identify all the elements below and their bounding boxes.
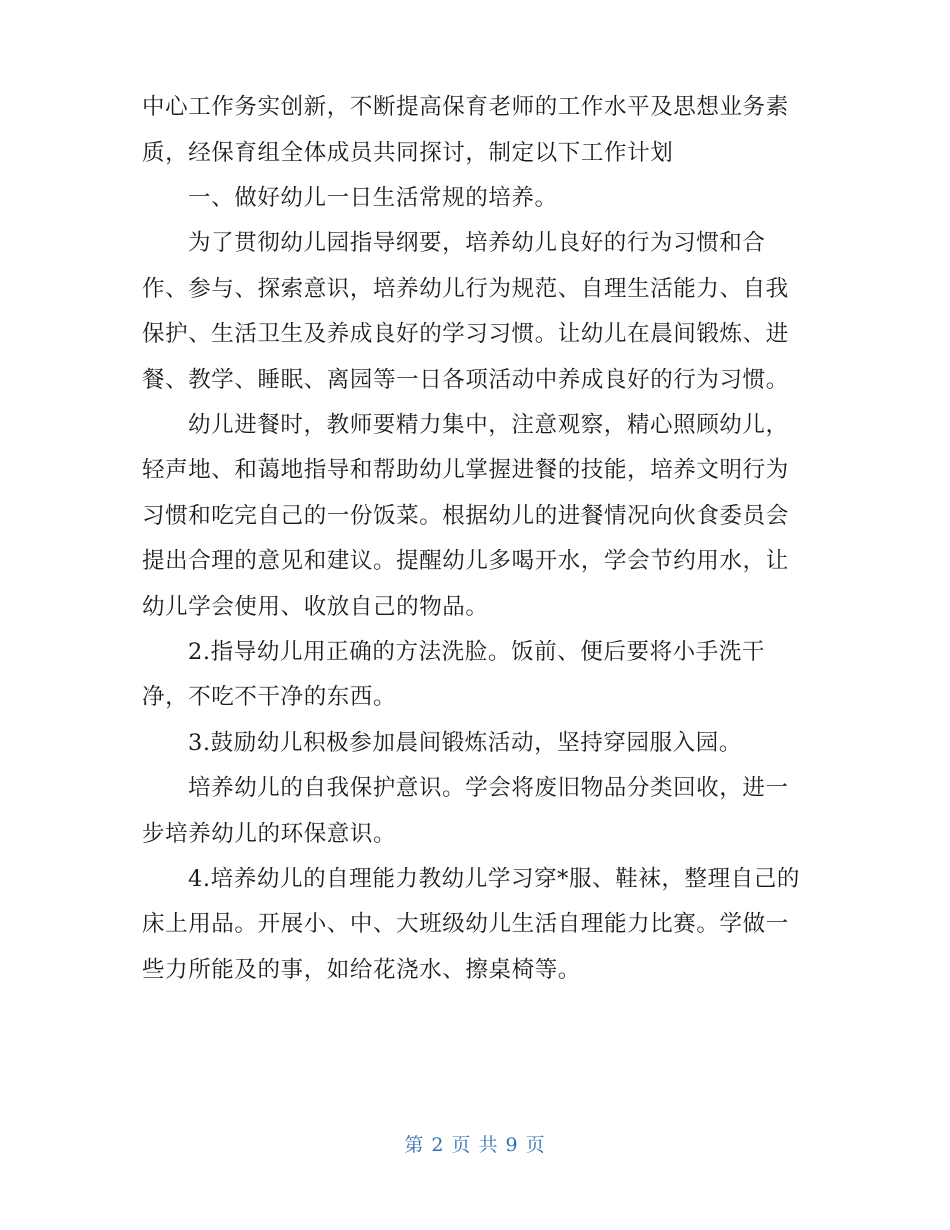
section-heading: 一、做好幼儿一日生活常规的培养。 [188, 185, 558, 211]
list-item-line: 2.指导幼儿用正确的方法洗脸。饭前、便后要将小手洗干 [188, 639, 766, 665]
paragraph-line: 保护、生活卫生及养成良好的学习习惯。让幼儿在晨间锻炼、进 [142, 321, 789, 347]
list-item-line: 些力所能及的事，如给花浇水、擦桌椅等。 [142, 957, 581, 983]
paragraph-line: 为了贯彻幼儿园指导纲要，培养幼儿良好的行为习惯和合 [188, 230, 766, 256]
paragraph-line: 餐、教学、睡眠、离园等一日各项活动中养成良好的行为习惯。 [142, 367, 789, 393]
paragraph-line: 幼儿学会使用、收放自己的物品。 [142, 594, 489, 620]
paragraph-line: 轻声地、和蔼地指导和帮助幼儿掌握进餐的技能，培养文明行为 [142, 457, 789, 483]
paragraph-line: 步培养幼儿的环保意识。 [142, 821, 397, 847]
list-item-line: 3.鼓励幼儿积极参加晨间锻炼活动，坚持穿园服入园。 [188, 730, 742, 756]
list-item-line: 床上用品。开展小、中、大班级幼儿生活自理能力比赛。学做一 [142, 911, 789, 937]
list-item-line: 4.培养幼儿的自理能力教幼儿学习穿*服、鞋袜，整理自己的 [188, 866, 801, 892]
paragraph-line: 习惯和吃完自己的一份饭菜。根据幼儿的进餐情况向伙食委员会 [142, 503, 789, 529]
paragraph-line: 幼儿进餐时，教师要精力集中，注意观察，精心照顾幼儿， [188, 412, 789, 438]
paragraph-line: 作、参与、探索意识，培养幼儿行为规范、自理生活能力、自我 [142, 276, 789, 302]
paragraph-line: 提出合理的意见和建议。提醒幼儿多喝开水，学会节约用水，让 [142, 548, 789, 574]
paragraph-line: 中心工作务实创新，不断提高保育老师的工作水平及思想业务素 [142, 94, 789, 120]
paragraph-line: 质，经保育组全体成员共同探讨，制定以下工作计划 [142, 140, 674, 166]
page-number-footer: 第 2 页 共 9 页 [404, 1134, 546, 1156]
list-item-line: 净，不吃不干净的东西。 [142, 684, 397, 710]
paragraph-line: 培养幼儿的自我保护意识。学会将废旧物品分类回收，进一 [188, 775, 789, 801]
